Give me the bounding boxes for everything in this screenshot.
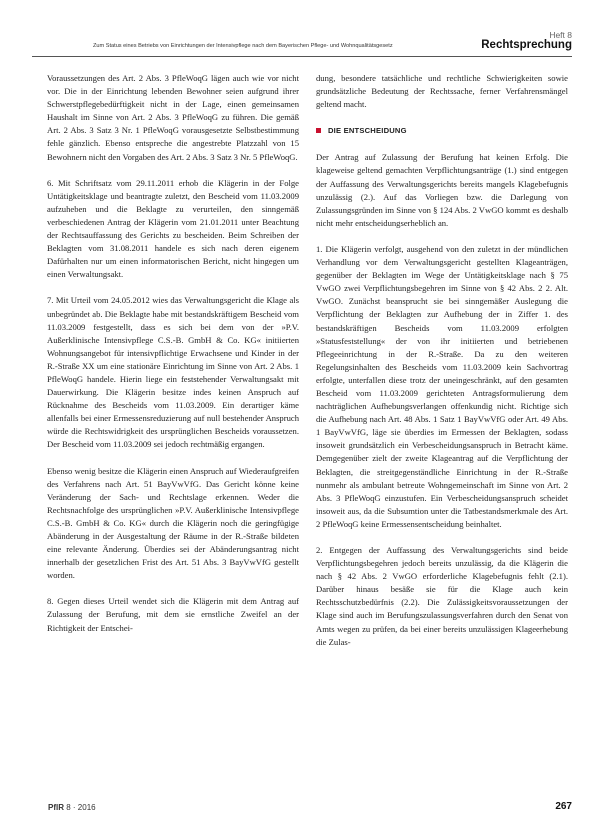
- running-head: Zum Status eines Betriebs von Einrichtungen der Intensivpflege nach dem Bayerischen Pflege- und Wohnqualitätsgesetz: [93, 43, 393, 49]
- bullet-square-icon: [316, 128, 321, 133]
- paragraph: dung, besondere tatsächliche und rechtliche Schwierigkeiten sowie grundsätzliche Bedeutung der Rechtssache, ferner Verfahrensmängel geltend macht.: [316, 73, 568, 110]
- paragraph: 6. Mit Schriftsatz vom 29.11.2011 erhob die Klägerin in der Folge Untätigkeitsklage und beantragte zuletzt, den Bescheid vom 11.03.2009 aufzuheben und die Beklagte zu verurteilen, den sinngemäß verbeschiedenen Antrag der Klägerin vom 21.01.2011 unter Beachtung der Rechtsauffassung des Gerichts zu bescheiden. Beim Schreiben der Beklagten vom 31.08.2011 handele es sich nach deren eigenem Dafürhalten nur um einen informatorischen Bericht, nicht hingegen um einen Verwaltungsakt.: [47, 177, 299, 280]
- header-rule: [32, 56, 572, 57]
- paragraph: Der Antrag auf Zulassung der Berufung hat keinen Erfolg. Die klageweise geltend gemachten Verpflichtungsanträge (1.) sind entgegen der Auffassung des Verwaltungsgerichts bereits mangels Klagebefugnis unzulässig (2.). Auf das Vorliegen bzw. die Darlegung von Zulassungsgründen im Sinne von § 124 Abs. 2 VwGO kommt es deshalb nicht mehr entscheidungserheblich an.: [316, 152, 568, 228]
- left-column: [47, 72, 299, 648]
- footer-journal: [48, 803, 96, 812]
- paragraph: Ebenso wenig besitze die Klägerin einen Anspruch auf Wiederaufgreifen des Verfahrens nach Art. 51 BayVwVfG. Das Gericht könne keine Veränderung der Sach- und Rechtslage erkennen. Weder die Rechtsnachfolge des ursprünglichen »P.V. Außerklinische Intensivpflege C.S.-B. GmbH & Co. KG« durch die Klägerin noch die geringfügige Abänderung in der Ausgestaltung der Räume in der R.-Straße bildeten eine relevante Änderung. Überdies sei der Abänderungsantrag nicht innerhalb der gesetzlichen Frist des Art. 51 Abs. 3 BayVwVfG gestellt worden.: [47, 465, 299, 581]
- journal-name: PflR: [48, 803, 64, 812]
- paragraph: Voraussetzungen des Art. 2 Abs. 3 PfleWoqG lägen auch wie vor nicht vor. Die in der Einrichtung lebenden Bewohner seien aufgrund ihrer Schwerstpflegebedürftigkeit nicht in der Lage, einen gemeinsamen Haushalt im Sinne von Art. 2 Abs. 3 PfleWoqG zu führen. Die gemäß Art. 2 Abs. 3 Satz 3 Nr. 1 PfleWoqG vorausgesetzte Selbstbestimmung fehle gänzlich. Ebenso entspreche die angestrebte Platzzahl von 15 Bewohnern nicht den Vorgaben des Art. 2 Abs. 3 Satz 3 Nr. 5 PfleWoqG.: [47, 73, 299, 162]
- paragraph: 8. Gegen dieses Urteil wendet sich die Klägerin mit dem Antrag auf Zulassung der Berufung, mit dem sie ernstliche Zweifel an der Richtigkeit der Entschei-: [47, 596, 299, 633]
- paragraph: 7. Mit Urteil vom 24.05.2012 wies das Verwaltungsgericht die Klage als unbegründet ab. Die Beklagte habe mit bestandskräftigem Bescheid vom 11.03.2009 festgestellt, dass es sich bei dem von der »P.V. Außerklinische Intensivpflege C.S.-B. GmbH & Co. KG« initiierten Wohnungsangebot für intensivpflichtige Erwachsene und Kinder in der R.-Straße XX um eine stationäre Einrichtung im Sinne von Art. 2 Abs. 1 PfleWoqG handele. Hierin liege ein feststehender Verwaltungsakt mit Dauerwirkung. Die Klägerin besitze indes keinen Anspruch auf Rücknahme des Bescheids vom 11.03.2009. Ein derartiger käme allenfalls bei einer Ermessensreduzierung auf null bestehender Anspruch würde die Rechtswidrigkeit des ursprünglichen Bescheids voraussetzen. Der Bescheid vom 11.03.2009 sei jedoch rechtmäßig ergangen.: [47, 295, 299, 450]
- subheading-label: DIE ENTSCHEIDUNG: [328, 126, 407, 136]
- page-number: 267: [555, 801, 572, 812]
- page-header: [0, 0, 604, 58]
- issue-label: Heft 8: [549, 30, 572, 40]
- journal-issue: 8 · 2016: [66, 803, 96, 812]
- paragraph: 1. Die Klägerin verfolgt, ausgehend von den zuletzt in der mündlichen Verhandlung vor dem Verwaltungsgericht gestellten Klageanträgen, gegenüber der Beklagten im Wege der Untätigkeitsklage nach § 75 VwGO zwei Verpflichtungsbegehren im Sinne von § 42 Abs. 2 2. Alt. VwGO. Zunächst beansprucht sie bei sinngemäßer Auslegung die Verpflichtung der Beklagten zur Aufhebung der in Ziffer 1. des bestandskräftigen Bescheids vom 11.03.2009 erfolgten »Statusfeststellung« der von ihr initiierten und betriebenen Pflegeeinrichtung in der R.-Straße. Da zu den weiteren Regelungsinhalten des Bescheids vom 11.03.2009 kein Sachvortrag erfolgte, unterfallen diese trotz der uneingeschränkt, auf den gesamten Bescheid vom 11.03.2009 gerichteten Antragsformulierung dem nachträglichen Aufhebungsverlangen offenkundig nicht. Richtige sich die Aufhebung nach Art. 48 Abs. 1 Satz 1 BayVwVfG oder Art. 49 Abs. 1 BayVwVfG, läge sie überdies im Ermessen der Beklagten, sodass insoweit grundsätzlich ein Verbescheidungsanspruch in Betracht käme. Demgegenüber zielt der zweite Klageantrag auf die Verpflichtung der Beklagten, die streitgegenständliche Einrichtung in der R.-Straße nunmehr als ambulant betreute Wohngemeinschaft im Sinne von Art. 2 Abs. 3 PfleWoqG einzustufen. Ein Verbescheidungsanspruch scheidet insoweit aus, da die Subsumtion unter die Tatbestandsmerkmale des Art. 2 PfleWoqG keine Ermessensentscheidung beinhaltet.: [316, 243, 568, 529]
- section-title: Rechtsprechung: [481, 39, 572, 51]
- right-column: [316, 72, 568, 662]
- subheading: [316, 124, 568, 137]
- page-footer: [0, 800, 604, 820]
- paragraph: 2. Entgegen der Auffassung des Verwaltungsgerichts sind beide Verpflichtungsbegehren jedoch bereits unzulässig, da die Klägerin die nach § 42 Abs. 2 VwGO erforderliche Klagebefugnis fehlt (2.1). Darüber hinaus besäße sie für die Klage auch kein Rechtsschutzbedürfnis (2.2). Die Zulässigkeitsvoraussetzungen der Klage sind auch im Berufungszulassungsverfahren durch den Senat von Amts wegen zu prüfen, da bei einer bereits unzulässigen Klageerhebung die Zulas-: [316, 545, 568, 647]
